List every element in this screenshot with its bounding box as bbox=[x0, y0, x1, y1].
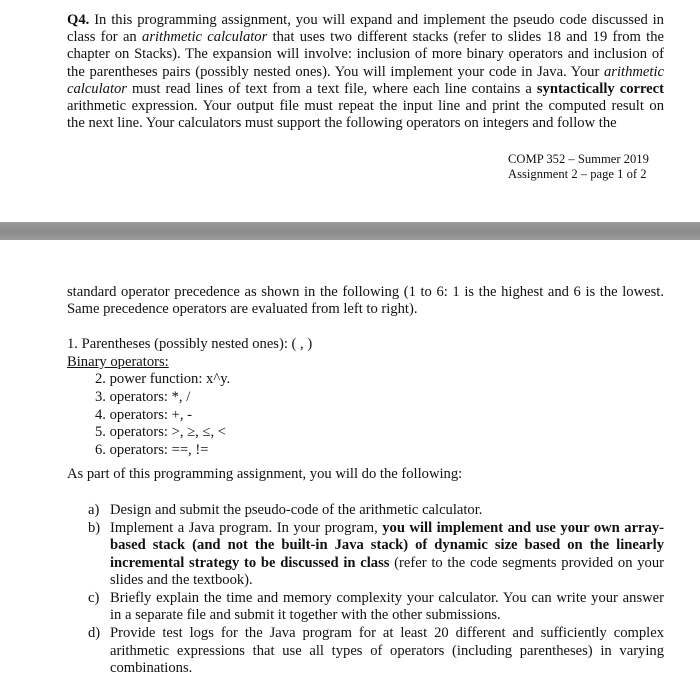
bold-text: based stack (and not the built-in Java stack) of dynamic size based on the linearly bbox=[110, 537, 664, 554]
question-line: the next line. Your calculators must support the following operators on integers and follow the bbox=[67, 115, 617, 132]
task-text bbox=[110, 502, 664, 519]
question-text bbox=[67, 12, 664, 132]
bold-text: incremental strategy to be discussed in class bbox=[110, 554, 390, 571]
operator-item: 2. power function: x^y. bbox=[95, 371, 231, 388]
operator-item: 6. operators: ==, != bbox=[95, 442, 209, 459]
question-line: calculator must read lines of text from a text file, where each line contains a syntactically correct bbox=[67, 80, 664, 97]
question-line: arithmetic expression. Your output file must repeat the input line and print the computed result on bbox=[67, 98, 664, 115]
tasks-intro: As part of this programming assignment, you will do the following: bbox=[67, 466, 463, 482]
task-line: combinations. bbox=[110, 659, 193, 676]
operator-item: 4. operators: +, - bbox=[95, 406, 192, 423]
precedence-paragraph bbox=[67, 284, 664, 318]
emphasis-text: calculator bbox=[67, 80, 127, 97]
task-list bbox=[88, 502, 664, 678]
task-line: Briefly explain the time and memory complexity your calculator. You can write your answer bbox=[110, 590, 664, 607]
task-line: slides and the textbook). bbox=[110, 571, 253, 588]
operator-list bbox=[67, 336, 467, 460]
task-item bbox=[88, 502, 664, 519]
footer-assignment: Assignment 2 – page 1 of 2 bbox=[508, 167, 647, 181]
question-label: Q4. bbox=[67, 12, 95, 28]
task-text bbox=[110, 625, 664, 677]
page-separator bbox=[0, 222, 700, 240]
bold-text: syntactically correct bbox=[536, 80, 664, 97]
task-text bbox=[110, 590, 664, 624]
emphasis-text: arithmetic calculator bbox=[142, 29, 268, 46]
question-line: the parentheses pairs (possibly nested ones). You will implement your code in Java. Your arithmetic bbox=[67, 63, 664, 80]
task-line: Design and submit the pseudo-code of the arithmetic calculator. bbox=[110, 502, 483, 518]
operator-item: 5. operators: >, ≥, ≤, < bbox=[95, 424, 226, 441]
precedence-line-1: standard operator precedence as shown in the following (1 to 6: 1 is the highest and 6 is the lowest. bbox=[67, 284, 664, 300]
bold-text: you will implement and use your own array- bbox=[382, 520, 664, 537]
binary-operators-heading: Binary operators: bbox=[67, 353, 169, 370]
question-line: chapter on Stacks). The expansion will involve: inclusion of more binary operators and inclusion of bbox=[67, 46, 664, 63]
task-letter: d) bbox=[88, 625, 101, 642]
task-line: Implement a Java program. In your program, you will implement and use your own array- bbox=[110, 520, 664, 537]
page-footer bbox=[508, 152, 649, 182]
task-letter: a) bbox=[88, 502, 100, 518]
task-line: Provide test logs for the Java program for at least 20 different and sufficiently complex bbox=[110, 625, 664, 642]
task-text bbox=[110, 520, 664, 589]
task-letter: b) bbox=[88, 520, 101, 537]
question-line: class for an arithmetic calculator that uses two different stacks (refer to slides 18 and 19 from the bbox=[67, 29, 665, 46]
parentheses-item: 1. Parentheses (possibly nested ones): ( , ) bbox=[67, 336, 313, 352]
footer-course: COMP 352 – Summer 2019 bbox=[508, 152, 649, 166]
task-line: arithmetic expressions that use all types of operators (including parentheses) in varying bbox=[110, 642, 664, 659]
task-line: in a separate file and submit it together with the other submissions. bbox=[110, 607, 501, 624]
task-letter: c) bbox=[88, 590, 100, 607]
question-line: Q4. In this programming assignment, you will expand and implement the pseudo code discussed in bbox=[67, 12, 664, 28]
task-line bbox=[110, 537, 664, 554]
task-item bbox=[88, 520, 664, 589]
precedence-line-2: Same precedence operators are evaluated from left to right). bbox=[67, 301, 418, 318]
task-item bbox=[88, 625, 664, 677]
task-line: incremental strategy to be discussed in class (refer to the code segments provided on your bbox=[110, 554, 664, 571]
question-paragraph bbox=[67, 12, 664, 132]
emphasis-text: arithmetic bbox=[604, 63, 664, 80]
operator-item: 3. operators: *, / bbox=[95, 389, 191, 406]
task-item bbox=[88, 590, 664, 624]
